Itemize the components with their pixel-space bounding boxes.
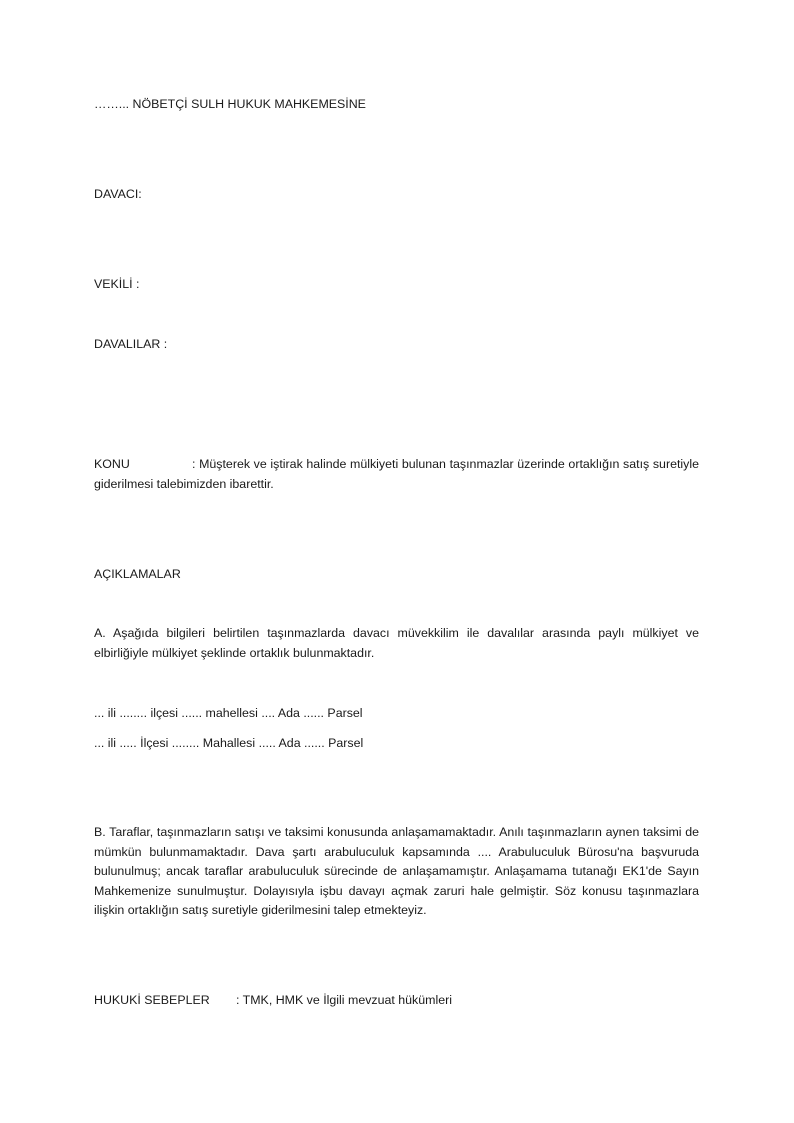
- hukuki-sebepler-label: HUKUKİ SEBEPLER: [94, 993, 210, 1007]
- konu-text: : Müşterek ve iştirak halinde mülkiyeti bulunan taşınmazlar üzerinde ortaklığın satış suretiyle giderilmesi talebimizden ibarettir.: [94, 457, 699, 491]
- parcel-line: ... ili ........ ilçesi ...... mahellesi .... Ada ...... Parsel: [94, 706, 363, 720]
- hukuki-sebepler-section: [94, 990, 452, 1010]
- hukuki-sebepler-text: : TMK, HMK ve İlgili mevzuat hükümleri: [236, 993, 452, 1007]
- vekili-label: VEKİLİ :: [94, 277, 140, 291]
- davalilar-label: DAVALILAR :: [94, 337, 168, 351]
- aciklamalar-heading: AÇIKLAMALAR: [94, 567, 181, 581]
- paragraph-b: B. Taraflar, taşınmazların satışı ve taksimi konusunda anlaşamamaktadır. Anılı taşınmazların aynen taksimi de mümkün bulunmamaktadır. Dava şartı arabuluculuk kapsamında .... Arabuluculuk Bürosu'na başvuruda bulunulmuş; ancak taraflar arabuluculuk sürecinde de anlaşamamıştır. Anlaşamama tutanağı EK1'de Sayın Mahkemenize sunulmuştur. Dolayısıyla işbu davayı açmak zaruri hale gelmiştir. Söz konusu taşınmazlara ilişkin ortaklığın satış suretiyle giderilmesini talep etmekteyiz.: [94, 825, 699, 918]
- court-heading: ……... NÖBETÇİ SULH HUKUK MAHKEMESİNE: [94, 97, 366, 111]
- davaci-label: DAVACI:: [94, 187, 142, 201]
- parcel-line: ... ili ..... İlçesi ........ Mahallesi ..... Ada ...... Parsel: [94, 736, 364, 750]
- konu-section: [94, 455, 699, 494]
- konu-label: KONU: [94, 457, 130, 471]
- paragraph-a: A. Aşağıda bilgileri belirtilen taşınmazlarda davacı müvekkilim ile davalılar arasında paylı mülkiyet ve elbirliğiyle mülkiyet şeklinde ortaklık bulunmaktadır.: [94, 626, 699, 660]
